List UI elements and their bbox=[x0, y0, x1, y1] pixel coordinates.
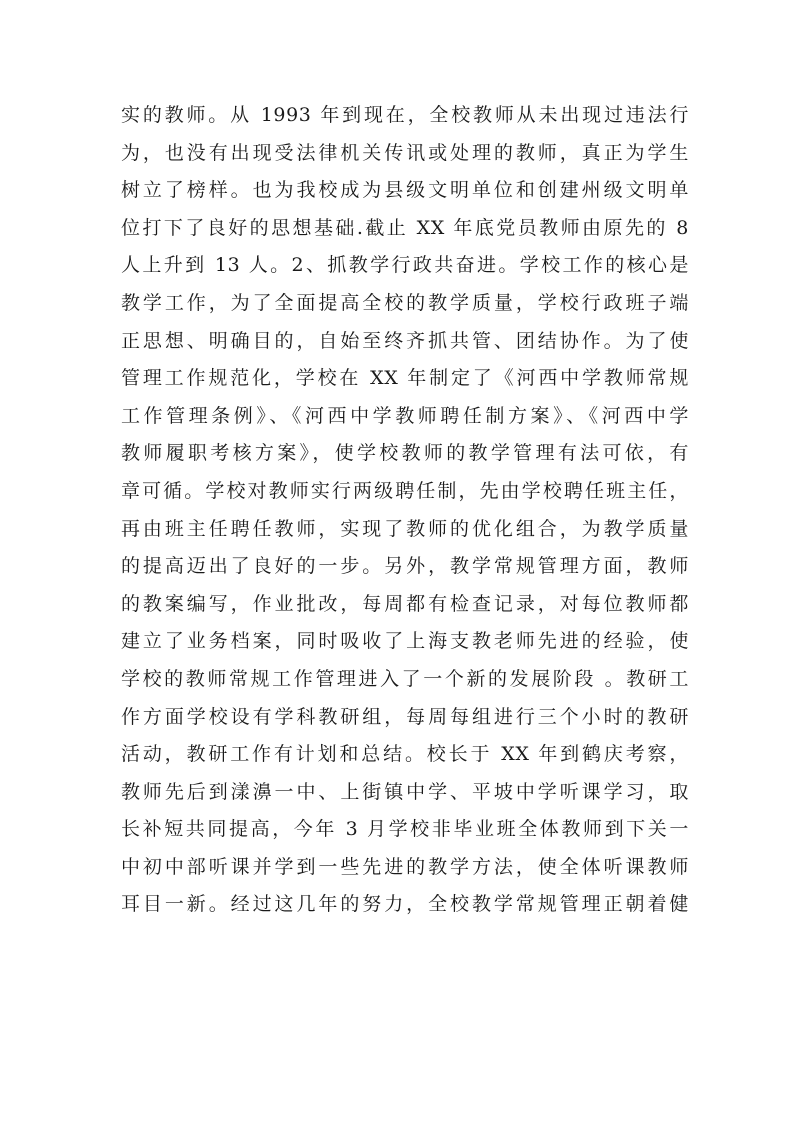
text-line: 学校的教师常规工作管理进入了一个新的发展阶段 。教研工 bbox=[121, 667, 689, 690]
text-line: 为，也没有出现受法律机关传讯或处理的教师，真正为学生 bbox=[121, 141, 689, 164]
body-text bbox=[121, 97, 689, 924]
text-line: 章可循。学校对教师实行两级聘任制，先由学校聘任班主任， bbox=[121, 479, 689, 502]
text-line: 中初中部听课并学到一些先进的教学方法，使全体听课教师 bbox=[121, 855, 689, 878]
text-line: 长补短共同提高，今年 3 月学校非毕业班全体教师到下关一 bbox=[121, 818, 689, 841]
text-line: 教师先后到漾濞一中、上街镇中学、平坡中学听课学习，取 bbox=[121, 780, 689, 803]
text-line: 人上升到 13 人。2、抓教学行政共奋进。学校工作的核心是 bbox=[121, 254, 689, 277]
text-line: 的提高迈出了良好的一步。另外，教学常规管理方面，教师 bbox=[121, 555, 689, 578]
text-line: 实的教师。从 1993 年到现在，全校教师从未出现过违法行 bbox=[121, 104, 689, 126]
text-line: 耳目一新。经过这几年的努力，全校教学常规管理正朝着健 bbox=[121, 893, 689, 916]
text-line: 活动，教研工作有计划和总结。校长于 XX 年到鹤庆考察， bbox=[121, 743, 689, 766]
text-line: 教师履职考核方案》，使学校教师的教学管理有法可依，有 bbox=[121, 442, 689, 465]
text-line: 教学工作，为了全面提高全校的教学质量，学校行政班子端 bbox=[121, 291, 689, 314]
text-line: 管理工作规范化，学校在 XX 年制定了《河西中学教师常规 bbox=[121, 367, 689, 390]
text-line: 位打下了良好的思想基础.截止 XX 年底党员教师由原先的 8 bbox=[121, 216, 689, 239]
text-line: 工作管理条例》、《河西中学教师聘任制方案》、《河西中学 bbox=[121, 404, 689, 427]
text-line: 树立了榜样。也为我校成为县级文明单位和创建州级文明单 bbox=[121, 179, 689, 202]
text-line: 正思想、明确目的，自始至终齐抓共管、团结协作。为了使 bbox=[121, 329, 689, 352]
text-line: 作方面学校设有学科教研组，每周每组进行三个小时的教研 bbox=[121, 705, 689, 728]
text-line: 再由班主任聘任教师，实现了教师的优化组合，为教学质量 bbox=[121, 517, 689, 540]
text-line: 建立了业务档案，同时吸收了上海支教老师先进的经验，使 bbox=[121, 630, 689, 653]
text-line: 的教案编写，作业批改，每周都有检查记录，对每位教师都 bbox=[121, 592, 689, 615]
